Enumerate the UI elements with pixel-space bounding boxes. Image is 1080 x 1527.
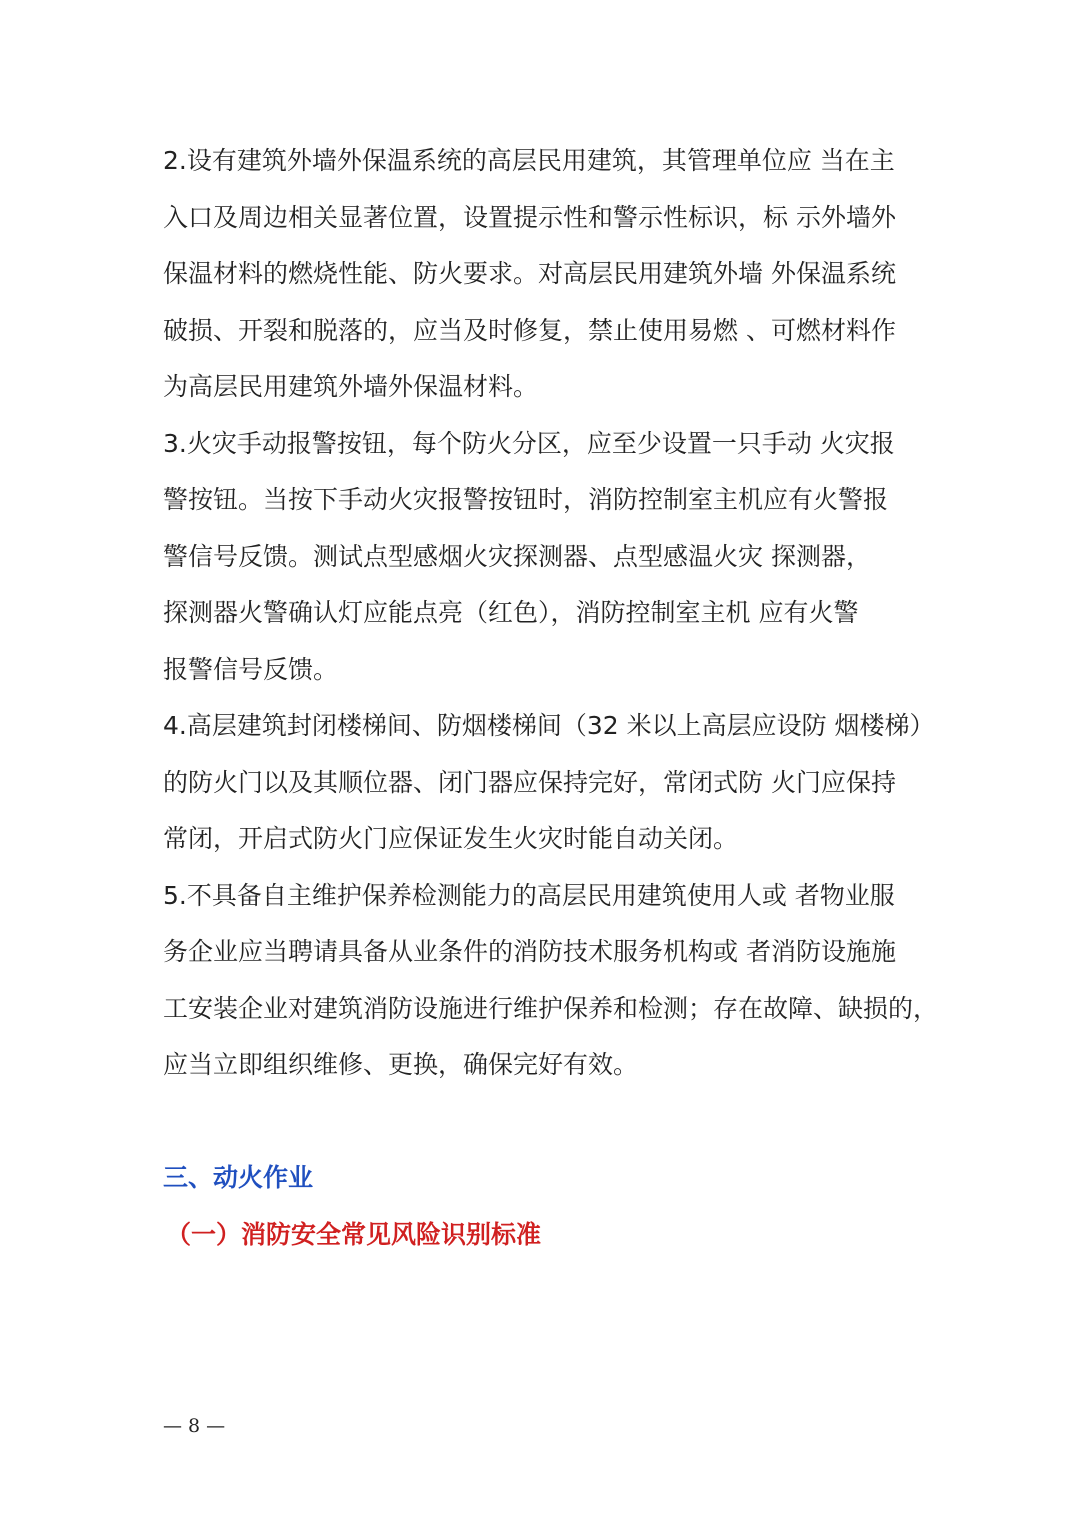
- item-4-line-1: 4.高层建筑封闭楼梯间、防烟楼梯间（32 米以上高层应设防 烟楼梯）: [163, 711, 935, 740]
- item-5-line-2: 务企业应当聘请具备从业条件的消防技术服务机构或 者消防设施施: [163, 937, 896, 966]
- item-2-line-1: 2.设有建筑外墙外保温系统的高层民用建筑，其管理单位应 当在主: [163, 146, 895, 175]
- item-2-line-5: 为高层民用建筑外墙外保温材料。: [163, 372, 539, 401]
- item-3-line-4: 探测器火警确认灯应能点亮（红色），消防控制室主机 应有火警: [163, 598, 859, 627]
- item-3-line-3: 警信号反馈。测试点型感烟火灾探测器、点型感温火灾 探测器，: [163, 542, 871, 571]
- item-4-line-2: 的防火门以及其顺位器、闭门器应保持完好，常闭式防 火门应保持: [163, 768, 896, 797]
- item-3-line-1: 3.火灾手动报警按钮，每个防火分区，应至少设置一只手动 火灾报: [163, 429, 895, 458]
- subsection-heading: （一）消防安全常见风险识别标准: [166, 1220, 542, 1249]
- section-heading: 三、动火作业: [163, 1163, 314, 1192]
- item-5-line-4: 应当立即组织维修、更换，确保完好有效。: [163, 1050, 639, 1079]
- item-3-line-2: 警按钮。当按下手动火灾报警按钮时，消防控制室主机应有火警报: [163, 485, 889, 514]
- page-number: — 8 —: [163, 1415, 226, 1437]
- item-5-line-1: 5.不具备自主维护保养检测能力的高层民用建筑使用人或 者物业服: [163, 881, 895, 910]
- item-2-line-2: 入口及周边相关显著位置，设置提示性和警示性标识，标 示外墙外: [163, 203, 896, 232]
- item-2-line-3: 保温材料的燃烧性能、防火要求。对高层民用建筑外墙 外保温系统: [163, 259, 896, 288]
- item-2-line-4: 破损、开裂和脱落的，应当及时修复，禁止使用易燃 、可燃材料作: [163, 316, 896, 345]
- item-4-line-3: 常闭，开启式防火门应保证发生火灾时能自动关闭。: [163, 824, 739, 853]
- item-3-line-5: 报警信号反馈。: [163, 655, 339, 684]
- item-5-line-3: 工安装企业对建筑消防设施进行维护保养和检测；存在故障、缺损的，: [163, 994, 939, 1023]
